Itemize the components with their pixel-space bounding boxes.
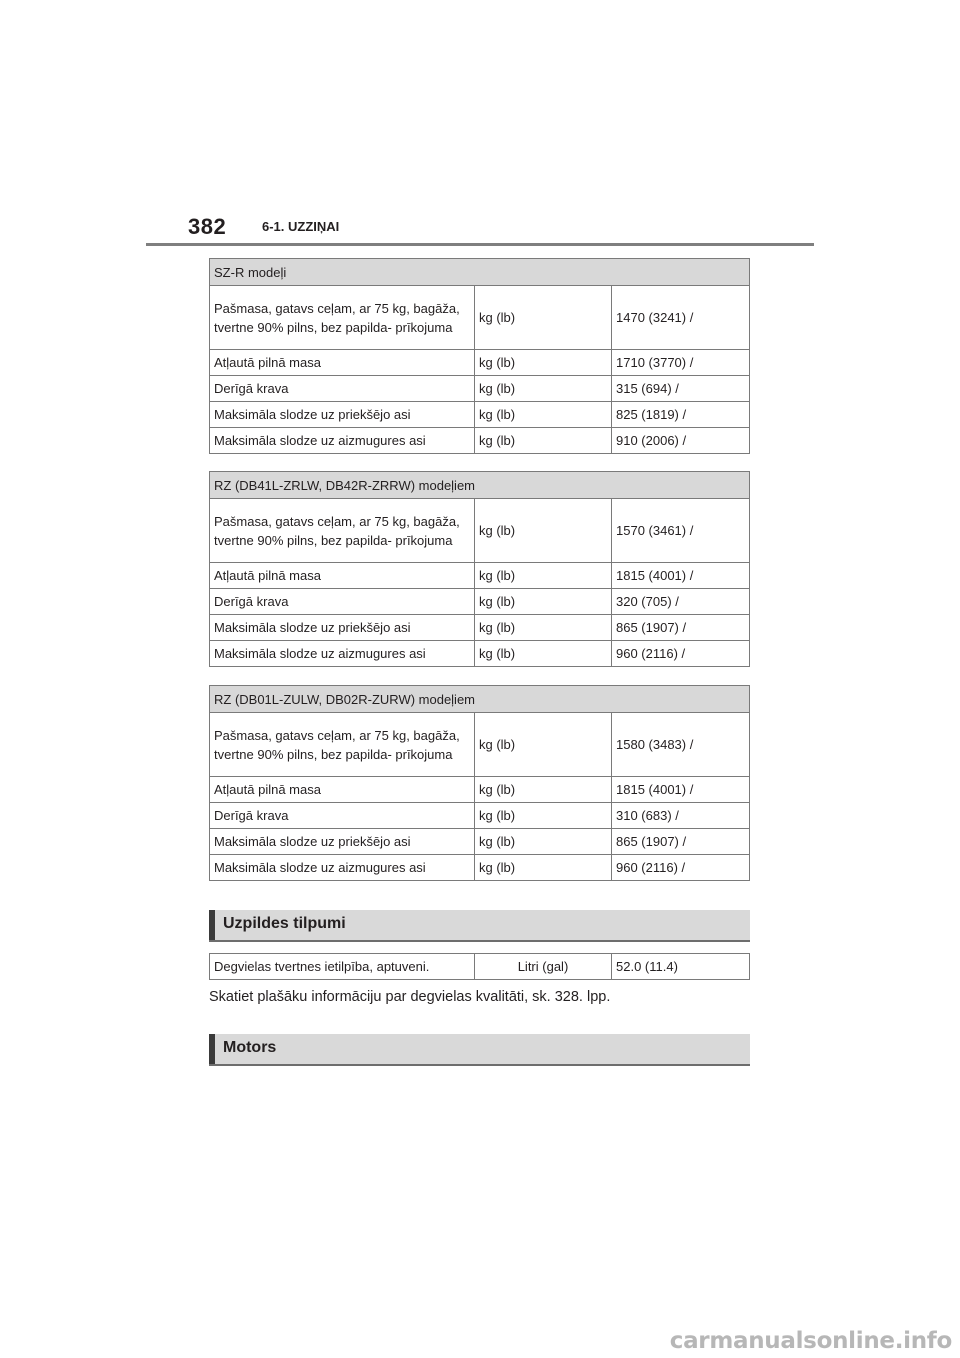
row-value: 960 (2116) / [612, 855, 750, 881]
table-row [210, 589, 750, 615]
table-row [210, 376, 750, 402]
row-label: Derīgā krava [210, 589, 475, 615]
table-row [210, 563, 750, 589]
row-label: Maksimāla slodze uz priekšējo asi [210, 402, 475, 428]
row-unit: kg (lb) [475, 350, 612, 376]
table-row [210, 499, 750, 563]
page-number: 382 [188, 214, 227, 239]
row-label: Atļautā pilnā masa [210, 563, 475, 589]
table-row [210, 777, 750, 803]
row-label: Derīgā krava [210, 376, 475, 402]
row-unit: kg (lb) [475, 563, 612, 589]
row-value: 865 (1907) / [612, 829, 750, 855]
watermark: carmanualsonline.info [669, 1328, 952, 1354]
row-unit: kg (lb) [475, 499, 612, 563]
spec-table-rz-db01l [209, 685, 750, 881]
row-unit: kg (lb) [475, 777, 612, 803]
fuel-quality-note: Skatiet plašāku informāciju par degvielas kvalitāti, sk. 328. lpp. [209, 989, 611, 1005]
spec-table-fuel [209, 953, 750, 980]
table-row [210, 615, 750, 641]
row-label: Derīgā krava [210, 803, 475, 829]
row-unit: kg (lb) [475, 615, 612, 641]
heading-marker [209, 910, 215, 940]
row-unit: kg (lb) [475, 829, 612, 855]
row-label: Maksimāla slodze uz aizmugures asi [210, 641, 475, 667]
row-label: Maksimāla slodze uz priekšējo asi [210, 615, 475, 641]
table-row [210, 829, 750, 855]
spec-table-rz-db41l [209, 471, 750, 667]
table-row [210, 402, 750, 428]
row-label: Pašmasa, gatavs ceļam, ar 75 kg, bagāža, tvertne 90% pilns, bez papilda- prīkojuma [210, 286, 475, 350]
row-label: Maksimāla slodze uz priekšējo asi [210, 829, 475, 855]
row-unit: kg (lb) [475, 589, 612, 615]
table-row [210, 350, 750, 376]
table-row [210, 803, 750, 829]
row-label: Maksimāla slodze uz aizmugures asi [210, 428, 475, 454]
row-value: 52.0 (11.4) [612, 954, 750, 980]
table-row [210, 286, 750, 350]
spec-table-szr [209, 258, 750, 454]
row-value: 320 (705) / [612, 589, 750, 615]
table-row [210, 428, 750, 454]
row-unit: kg (lb) [475, 428, 612, 454]
row-label: Atļautā pilnā masa [210, 350, 475, 376]
row-unit: kg (lb) [475, 402, 612, 428]
table-row [210, 641, 750, 667]
heading-text: Motors [223, 1039, 277, 1056]
row-value: 1815 (4001) / [612, 777, 750, 803]
row-value: 1710 (3770) / [612, 350, 750, 376]
row-value: 310 (683) / [612, 803, 750, 829]
heading-fuel-capacity [209, 910, 750, 942]
table-row [210, 713, 750, 777]
row-value: 825 (1819) / [612, 402, 750, 428]
row-label: Atļautā pilnā masa [210, 777, 475, 803]
table-row [210, 855, 750, 881]
row-value: 315 (694) / [612, 376, 750, 402]
table-title: SZ-R modeļi [210, 259, 750, 286]
row-value: 960 (2116) / [612, 641, 750, 667]
row-value: 1580 (3483) / [612, 713, 750, 777]
table-title: RZ (DB01L-ZULW, DB02R-ZURW) modeļiem [210, 686, 750, 713]
row-unit: kg (lb) [475, 376, 612, 402]
row-value: 910 (2006) / [612, 428, 750, 454]
row-unit: kg (lb) [475, 641, 612, 667]
row-label: Pašmasa, gatavs ceļam, ar 75 kg, bagāža, tvertne 90% pilns, bez papilda- prīkojuma [210, 713, 475, 777]
row-value: 865 (1907) / [612, 615, 750, 641]
row-unit: kg (lb) [475, 803, 612, 829]
row-unit: kg (lb) [475, 286, 612, 350]
row-unit: kg (lb) [475, 713, 612, 777]
section-title: 6-1. UZZIŅAI [262, 219, 340, 234]
table-title: RZ (DB41L-ZRLW, DB42R-ZRRW) modeļiem [210, 472, 750, 499]
row-unit: kg (lb) [475, 855, 612, 881]
row-value: 1815 (4001) / [612, 563, 750, 589]
row-label: Pašmasa, gatavs ceļam, ar 75 kg, bagāža, tvertne 90% pilns, bez papilda- prīkojuma [210, 499, 475, 563]
heading-marker [209, 1034, 215, 1064]
row-value: 1470 (3241) / [612, 286, 750, 350]
row-value: 1570 (3461) / [612, 499, 750, 563]
row-label: Maksimāla slodze uz aizmugures asi [210, 855, 475, 881]
row-unit: Litri (gal) [475, 954, 612, 980]
row-label: Degvielas tvertnes ietilpība, aptuveni. [210, 954, 475, 980]
table-row [210, 954, 750, 980]
heading-text: Uzpildes tilpumi [223, 915, 346, 932]
heading-motors [209, 1034, 750, 1066]
header-rule [146, 243, 814, 246]
